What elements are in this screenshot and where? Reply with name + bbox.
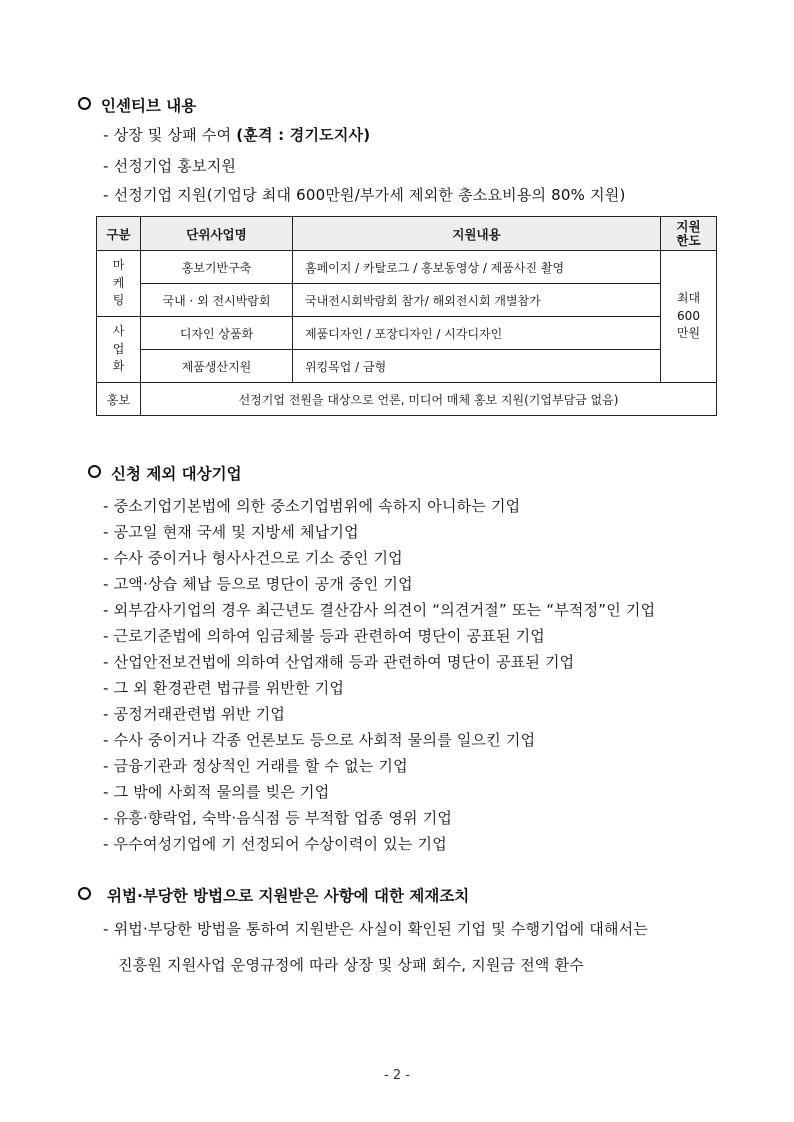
list-item: - 수사 중이거나 형사사건으로 기소 중인 기업	[103, 549, 403, 567]
group-commercial	[97, 317, 141, 383]
unit-name: 홍보기반구축	[141, 251, 293, 284]
header-support-limit	[661, 217, 717, 251]
bullet-award	[103, 124, 370, 145]
sanction-line-2: 진흥원 지원사업 운영규정에 따라 상장 및 상패 회수, 지원금 전액 환수	[118, 956, 584, 974]
group-commercial-text: 사 업 화	[112, 324, 125, 374]
page-number: - 2 -	[384, 1068, 410, 1083]
list-item: - 그 외 환경관련 법규를 위반한 기업	[103, 679, 345, 697]
unit-content: 홈페이지 / 카탈로그 / 홍보동영상 / 제품사진 촬영	[293, 251, 661, 284]
table-row	[97, 317, 717, 350]
unit-content: 국내전시회박람회 참가/ 해외전시회 개별참가	[293, 284, 661, 317]
list-item: - 공고일 현재 국세 및 지방세 체납기업	[103, 523, 359, 541]
list-item: - 산업안전보건법에 의하여 산업재해 등과 관련하여 명단이 공표된 기업	[103, 653, 575, 671]
section-title-incentive	[78, 94, 196, 116]
unit-name: 제품생산지원	[141, 350, 293, 383]
section-title-sanctions	[78, 884, 469, 906]
bullet-support: - 선정기업 지원(기업당 최대 600만원/부가세 제외한 총소요비용의 80% 지원)	[103, 186, 626, 204]
group-marketing	[97, 251, 141, 317]
table-row	[97, 284, 717, 317]
list-item: - 우수여성기업에 기 선정되어 수상이력이 있는 기업	[103, 835, 447, 853]
limit-cell	[661, 251, 717, 383]
list-item: - 공정거래관련법 위반 기업	[103, 705, 286, 723]
header-support-content: 지원내용	[293, 217, 661, 251]
header-support-limit-text: 지원 한도	[676, 218, 701, 248]
list-item: - 고액·상습 체납 등으로 명단이 공개 중인 기업	[103, 575, 413, 593]
unit-content: 위킹목업 / 금형	[293, 350, 661, 383]
section-title-text: 신청 제외 대상기업	[111, 465, 242, 483]
circle-bullet-icon	[78, 887, 91, 900]
header-unit-project: 단위사업명	[141, 217, 293, 251]
section-title-text: 인센티브 내용	[101, 97, 197, 115]
limit-text: 최대 600 만원	[676, 291, 701, 341]
list-item: - 수사 중이거나 각종 언론보도 등으로 사회적 물의를 일으킨 기업	[103, 731, 536, 749]
circle-bullet-icon	[88, 465, 101, 478]
header-category: 구분	[97, 217, 141, 251]
promo-content: 선정기업 전원을 대상으로 언론, 미디어 매체 홍보 지원(기업부담금 없음)	[141, 383, 717, 416]
section-title-excluded	[88, 462, 242, 484]
promo-label: 홍보	[97, 383, 141, 416]
unit-name: 디자인 상품화	[141, 317, 293, 350]
list-item: - 유흥·향락업, 숙박·음식점 등 부적합 업종 영위 기업	[103, 809, 453, 827]
table-row	[97, 251, 717, 284]
section-title-text: 위법·부당한 방법으로 지원받은 사항에 대한 제재조치	[107, 887, 470, 905]
table-header-row	[97, 217, 717, 251]
support-table	[96, 216, 717, 416]
circle-bullet-icon	[78, 97, 91, 110]
list-item: - 금융기관과 정상적인 거래를 할 수 없는 기업	[103, 757, 408, 775]
list-item: - 외부감사기업의 경우 최근년도 결산감사 의견이 “의견거절” 또는 “부적정”인 기업	[103, 601, 656, 619]
table-row-promo	[97, 383, 717, 416]
list-item: - 그 밖에 사회적 물의를 빚은 기업	[103, 783, 330, 801]
unit-name: 국내 · 외 전시박람회	[141, 284, 293, 317]
list-item: - 중소기업기본법에 의한 중소기업범위에 속하지 아니하는 기업	[103, 497, 521, 515]
list-item: - 근로기준법에 의하여 임금체불 등과 관련하여 명단이 공표된 기업	[103, 627, 545, 645]
group-marketing-text: 마 케 팅	[112, 258, 125, 308]
sanction-line-1: - 위법·부당한 방법을 통하여 지원받은 사실이 확인된 기업 및 수행기업에 대해서는	[103, 920, 649, 938]
bullet-promo: - 선정기업 홍보지원	[103, 157, 237, 175]
table-row	[97, 350, 717, 383]
unit-content: 제품디자인 / 포장디자인 / 시각디자인	[293, 317, 661, 350]
bullet-text: - 상장 및 상패 수여	[103, 126, 237, 144]
award-grade: (훈격 : 경기도지사)	[236, 126, 371, 144]
